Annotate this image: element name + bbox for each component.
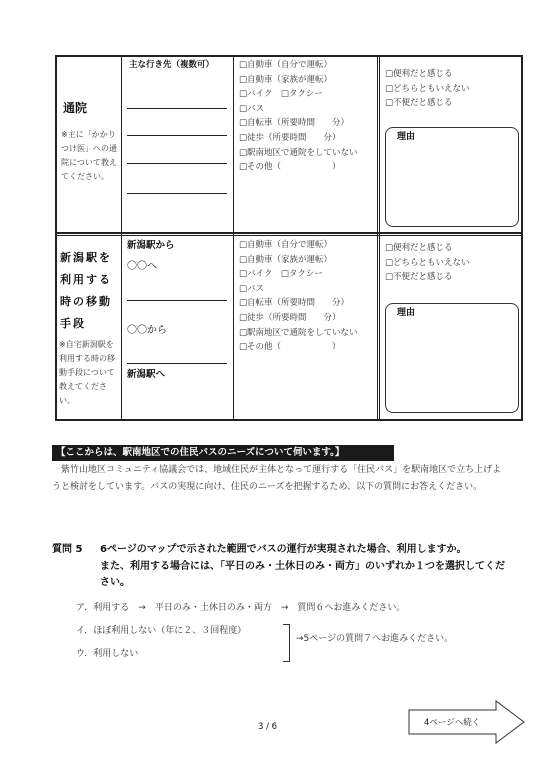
table-col-divider-2 — [233, 55, 234, 421]
niigata-reason-label: 理由 — [397, 308, 416, 318]
commute-reason-label: 理由 — [397, 132, 416, 142]
niigata-evaluation — [385, 241, 519, 285]
question5-bracket-note: →5ページの質問７へお進みください。 — [296, 634, 454, 644]
destination-line-2[interactable] — [127, 135, 227, 136]
commute-transport-option[interactable]: □徒歩（所要時間 分） — [239, 132, 341, 143]
niigata-to-station: 新潟駅へ — [127, 369, 166, 380]
niigata-title: 新潟駅を 利用する 時の移動 手段 — [60, 251, 112, 330]
destination-line-3[interactable] — [127, 163, 227, 164]
commute-transport-option[interactable]: □自動車（家族が運転） — [239, 74, 333, 85]
niigata-line-1[interactable] — [127, 300, 227, 301]
table-border-top — [55, 55, 522, 57]
commute-note: ※主に「かかりつけ医」への通院について教えてください。 — [61, 130, 117, 181]
table-row-divider — [55, 232, 522, 234]
table-col-divider-3 — [377, 55, 378, 421]
niigata-transport-option[interactable]: □バス — [239, 283, 265, 294]
niigata-transport-option[interactable]: □駅南地区で通院をしていない — [239, 327, 358, 338]
commute-title: 通院 — [63, 101, 88, 115]
destination-line-1[interactable] — [127, 108, 227, 109]
table-border-left — [55, 55, 57, 421]
niigata-eval-option[interactable]: □便利だと感じる — [385, 243, 453, 253]
question5-text: 6ページのマップで示された範囲でバスの運行が実現された場合、利用しますか。 また、利用する場合には、「平日のみ・土休日のみ・両方」のいずれか１つを選択してください。 — [100, 544, 505, 588]
niigata-from-station: 新潟駅から — [127, 240, 175, 251]
question5-option[interactable]: ア．利用する → 平日のみ・土休日のみ・両方 → 質問６へお進みください。 — [76, 603, 406, 613]
commute-evaluation — [385, 67, 519, 111]
commute-transport-list — [239, 58, 375, 175]
niigata-note: ※自宅新潟駅を利用する時の移動手段について教えてください。 — [59, 340, 115, 405]
question5-option[interactable]: イ．ほぼ利用しない（年に２、３回程度） — [76, 626, 247, 636]
section-paragraph: 紫竹山地区コミュニティ協議会では、地域住民が主体となって運行する「住民バス」を駅南地区で立ち上げようと検討をしています。バスの実現に向け、住民のニーズを把握するため、以下の質問にお答えください。 — [52, 465, 502, 492]
question5-number: 質問 5 — [52, 544, 83, 555]
niigata-transport-list — [239, 238, 375, 355]
page-number: 3 / 6 — [258, 722, 278, 732]
commute-eval-option[interactable]: □便利だと感じる — [385, 69, 453, 79]
niigata-eval-option[interactable]: □不便だと感じる — [385, 272, 453, 283]
commute-eval-option[interactable]: □どちらともいえない — [385, 83, 470, 94]
commute-transport-option[interactable]: □その他（ ） — [239, 162, 341, 173]
niigata-transport-option[interactable]: □徒歩（所要時間 分） — [239, 312, 341, 323]
destination-line-4[interactable] — [127, 193, 227, 194]
niigata-transport-option[interactable]: □自動車（家族が運転） — [239, 254, 333, 265]
table-border-right — [521, 55, 523, 421]
niigata-transport-option[interactable]: □自動車（自分で運転） — [239, 240, 333, 250]
commute-transport-option[interactable]: □自転車（所要時間 分） — [239, 118, 350, 129]
niigata-eval-option[interactable]: □どちらともいえない — [385, 257, 470, 268]
niigata-transport-option[interactable]: □その他（ ） — [239, 342, 341, 353]
table-row-divider-double — [55, 235, 522, 236]
niigata-line-2[interactable] — [127, 363, 227, 364]
table-border-bottom — [55, 419, 522, 421]
commute-eval-option[interactable]: □不便だと感じる — [385, 98, 453, 109]
commute-transport-option[interactable]: □駅南地区で通院をしていない — [239, 147, 358, 158]
niigata-transport-option[interactable]: □バイク □タクシー — [239, 269, 323, 280]
next-page-label: 4ページへ続く — [424, 718, 481, 728]
commute-transport-option[interactable]: □自動車（自分で運転） — [239, 60, 333, 70]
commute-transport-option[interactable]: □バイク □タクシー — [239, 89, 323, 100]
survey-table — [55, 55, 522, 420]
question5-option[interactable]: ウ．利用しない — [76, 649, 139, 659]
section-title: 【ここからは、駅南地区での住民バスのニーズについて伺います。】 — [52, 445, 394, 461]
commute-transport-option[interactable]: □バス — [239, 103, 265, 114]
niigata-to-place: 〇〇へ — [127, 261, 157, 272]
table-col-divider-1 — [121, 55, 122, 421]
question5-bracket — [283, 624, 290, 662]
niigata-transport-option[interactable]: □自転車（所要時間 分） — [239, 298, 350, 309]
niigata-from-place: 〇〇から — [127, 325, 167, 336]
destination-header: 主な行き先（複数可） — [129, 60, 215, 70]
table-col-divider-3b — [379, 55, 380, 421]
